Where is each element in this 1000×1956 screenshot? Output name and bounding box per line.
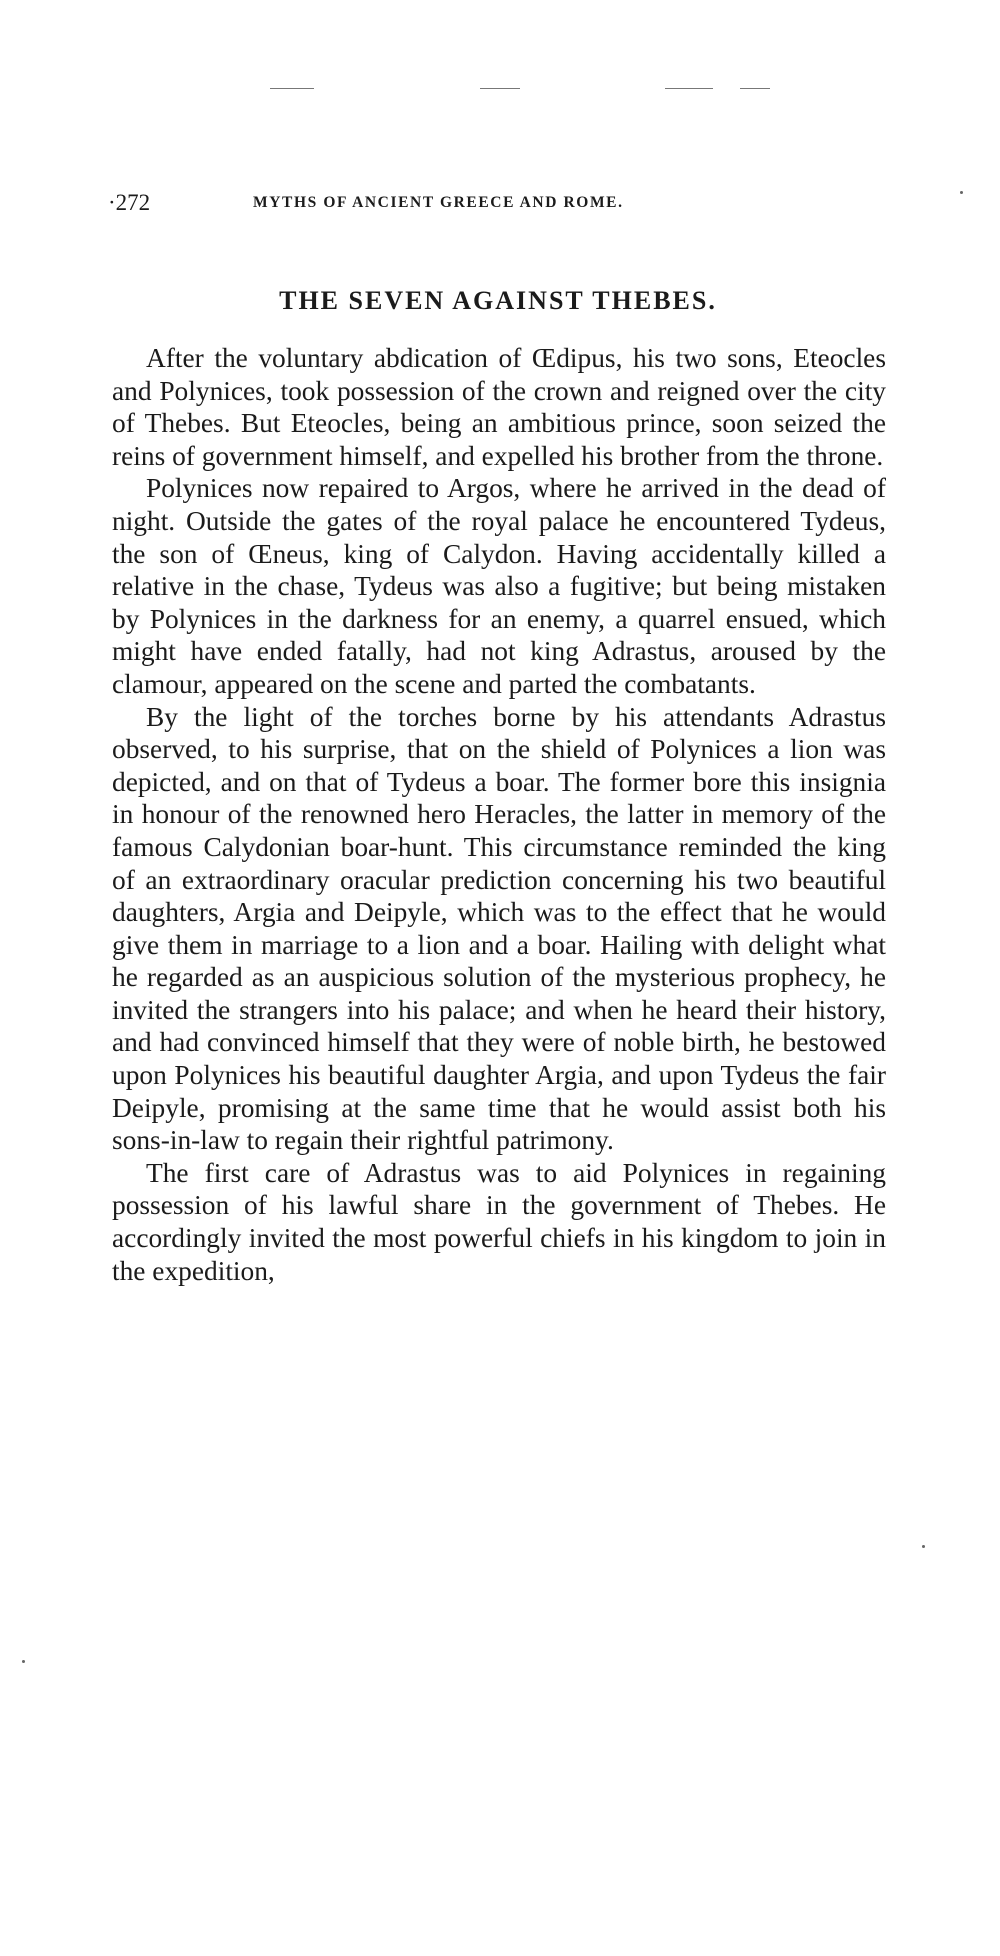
paragraph: The first care of Adrastus was to aid Polynices in regaining possession of his lawful share in the government of Thebes. He accordingly invited the most powerful chiefs in his kingdom to join in the expedition, — [112, 1157, 886, 1286]
paragraph: By the light of the torches borne by his attendants Adrastus observed, to his surprise, that on the shield of Polynices a lion was depicted, and on that of Tydeus a boar. The former bore this insignia in honour of the renowned hero Heracles, the latter in memory of the famous Calydonian boar-hunt. This circumstance reminded the king of an extraordinary oracular prediction concerning his two beautiful daughters, Argia and Deipyle, which was to the effect that he would give them in marriage to a lion and a boar. Hailing with delight what he regarded as an auspicious solution of the mysterious prophecy, he invited the strangers into his palace; and when he heard their history, and had convinced himself that they were of noble birth, he bestowed upon Polynices his beautiful daughter Argia, and upon Tydeus the fair Deipyle, promising at the same time that he would assist both his sons-in-law to regain their rightful patrimony. — [112, 701, 886, 1156]
chapter-title: THE SEVEN AGAINST THEBES. — [279, 286, 717, 315]
paragraph: Polynices now repaired to Argos, where he arrived in the dead of night. Outside the gates of the royal palace he encountered Tydeus, the son of Œneus, king of Calydon. Having accidentally killed a relative in the chase, Tydeus was also a fugitive; but being mistaken by Polynices in the darkness for an enemy, a quarrel ensued, which might have ended fatally, had not king Adrastus, aroused by the clamour, appeared on the scene and parted the combatants. — [112, 473, 886, 699]
scan-artifact — [922, 1545, 925, 1548]
running-title: MYTHS OF ANCIENT GREECE AND ROME. — [253, 194, 624, 211]
scan-artifact — [480, 88, 520, 89]
scan-artifact — [740, 88, 770, 89]
scan-artifact — [22, 1660, 25, 1663]
scan-artifact — [270, 88, 314, 89]
paragraph: After the voluntary abdication of Œdipus, his two sons, Eteocles and Polynices, took possession of the crown and reigned over the city of Thebes. But Eteocles, being an ambitious prince, soon seized the reins of government himself, and expelled his brother from the throne. — [112, 343, 886, 471]
scan-artifact — [960, 191, 963, 194]
running-head — [108, 190, 888, 220]
page-number: ·272 — [108, 190, 151, 215]
scan-artifact — [665, 88, 713, 89]
body-text — [112, 342, 886, 1287]
